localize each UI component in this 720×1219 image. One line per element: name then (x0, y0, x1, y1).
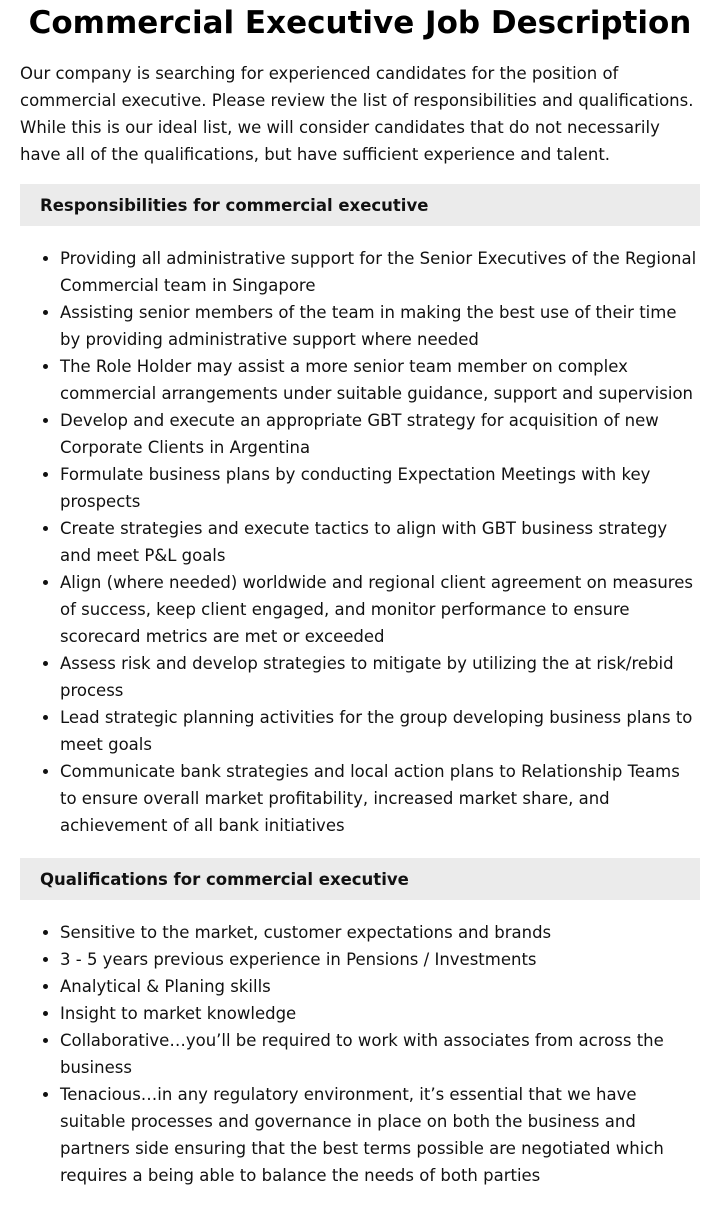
list-item: • Communicate bank strategies and local action plans to Relationship Teams to ensure overall market profitability, increased market share, and achievement of all bank initiatives (60, 758, 700, 839)
list-item: • 3 - 5 years previous experience in Pensions / Investments (60, 946, 700, 973)
responsibilities-heading: Responsibilities for commercial executive (20, 184, 700, 226)
list-item: • Insight to market knowledge (60, 1000, 700, 1027)
list-item: • Sensitive to the market, customer expectations and brands (60, 919, 700, 946)
list-item: • Assess risk and develop strategies to mitigate by utilizing the at risk/rebid process (60, 650, 700, 704)
list-item: • Formulate business plans by conducting Expectation Meetings with key prospects (60, 461, 700, 515)
list-item: • The Role Holder may assist a more senior team member on complex commercial arrangements under suitable guidance, support and supervision (60, 353, 700, 407)
list-item: • Develop and execute an appropriate GBT strategy for acquisition of new Corporate Clients in Argentina (60, 407, 700, 461)
list-item: • Providing all administrative support for the Senior Executives of the Regional Commercial team in Singapore (60, 245, 700, 299)
qualifications-heading: Qualifications for commercial executive (20, 858, 700, 900)
list-item: • Collaborative…you’ll be required to work with associates from across the business (60, 1027, 700, 1081)
responsibilities-list (20, 245, 700, 839)
page-title: Commercial Executive Job Description (28, 5, 692, 41)
list-item: • Lead strategic planning activities for the group developing business plans to meet goals (60, 704, 700, 758)
list-item: • Tenacious…in any regulatory environment, it’s essential that we have suitable processes and governance in place on both the business and partners side ensuring that the best terms possible are negotiated which requires a being able to balance the needs of both parties (60, 1081, 700, 1189)
intro-paragraph: Our company is searching for experienced candidates for the position of commercial executive. Please review the list of responsibilities and qualifications. While this is our ideal list, we will consider candidates that do not necessarily have all of the qualifications, but have sufficient experience and talent. (20, 64, 694, 164)
list-item: • Align (where needed) worldwide and regional client agreement on measures of success, keep client engaged, and monitor performance to ensure scorecard metrics are met or exceeded (60, 569, 700, 650)
qualifications-list (20, 919, 700, 1189)
list-item: • Assisting senior members of the team in making the best use of their time by providing administrative support where needed (60, 299, 700, 353)
list-item: • Analytical & Planing skills (60, 973, 700, 1000)
list-item: • Create strategies and execute tactics to align with GBT business strategy and meet P&L goals (60, 515, 700, 569)
